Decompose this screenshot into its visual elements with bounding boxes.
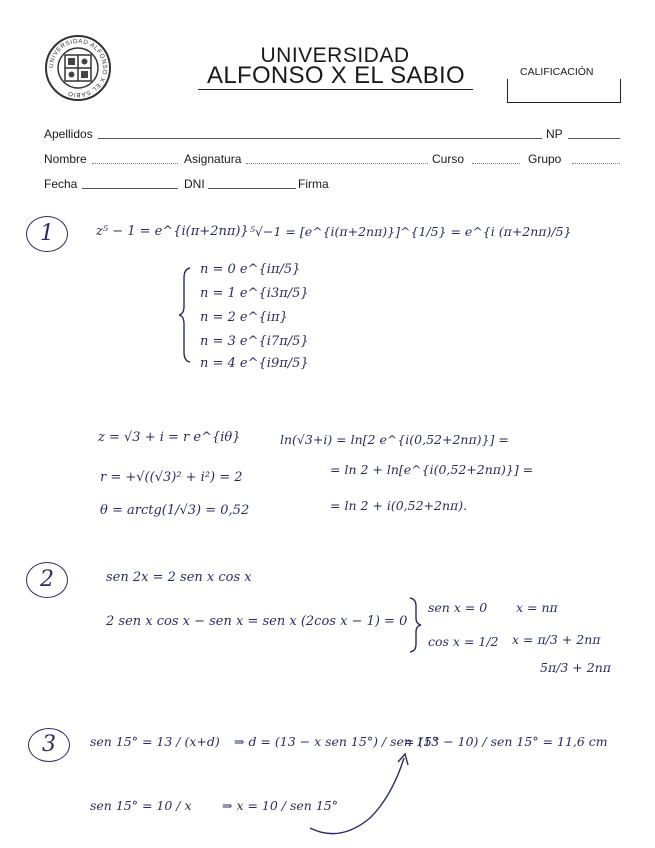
exercise-3-line: ⇒ d = (13 − x sen 15°) / sen 15° xyxy=(234,734,439,749)
exercise-number-1: 1 xyxy=(26,216,68,252)
label-asignatura: Asignatura xyxy=(184,152,242,166)
exercise-number-3: 3 xyxy=(28,728,70,762)
grade-box[interactable] xyxy=(507,79,621,103)
field-asignatura[interactable] xyxy=(246,163,428,164)
seal-text: UNIVERSIDAD ALFONSO X EL SABIO xyxy=(47,37,109,99)
field-grupo[interactable] xyxy=(572,163,620,164)
label-grupo: Grupo xyxy=(528,152,562,166)
grade-label: CALIFICACIÓN xyxy=(520,66,594,78)
exercise-2-line: 2 sen x cos x − sen x = sen x (2cos x − 1) = 0 xyxy=(106,614,408,629)
university-name-line1: UNIVERSIDAD xyxy=(260,44,410,67)
exercise-2-case: cos x = 1/2 xyxy=(428,634,499,649)
exercise-1-line: ln(√3+i) = ln[2 e^{i(0,52+2nπ)}] = xyxy=(280,432,509,447)
exercise-1-line: z⁵ − 1 = e^{i(π+2nπ)} xyxy=(96,224,249,239)
exercise-3-line: ⇒ x = 10 / sen 15° xyxy=(222,798,338,813)
exercise-1-root: n = 1 e^{i3π/5} xyxy=(200,286,309,301)
exercise-2-solution: x = π/3 + 2nπ xyxy=(512,632,601,647)
left-brace-icon xyxy=(178,266,192,364)
exercise-1-line: ⁵√−1 = [e^{i(π+2nπ)}]^{1/5} = e^{i (π+2nπ)/5} xyxy=(250,224,572,239)
exercise-1-line: θ = arctg(1/√3) = 0,52 xyxy=(100,503,250,518)
arrow-icon xyxy=(300,748,420,844)
exercise-1-line: = ln 2 + i(0,52+2nπ). xyxy=(330,498,468,513)
label-firma: Firma xyxy=(298,177,329,191)
label-curso: Curso xyxy=(432,152,465,166)
label-apellidos: Apellidos xyxy=(44,127,93,141)
field-np[interactable] xyxy=(568,138,620,139)
exercise-2-solution: x = nπ xyxy=(516,600,558,615)
label-fecha: Fecha xyxy=(44,177,78,191)
exercise-2-line: sen 2x = 2 sen x cos x xyxy=(106,570,252,585)
label-nombre: Nombre xyxy=(44,152,87,166)
university-seal-icon xyxy=(44,34,112,102)
exercise-3-line: sen 15° = 10 / x xyxy=(90,798,192,813)
field-dni[interactable] xyxy=(208,188,296,189)
exercise-1-line: = ln 2 + ln[e^{i(0,52+2nπ)}] = xyxy=(330,462,534,477)
field-fecha[interactable] xyxy=(82,188,178,189)
exercise-3-result: = (13 − 10) / sen 15° = 11,6 cm xyxy=(404,734,608,749)
field-nombre[interactable] xyxy=(92,163,178,164)
exercise-2-case: sen x = 0 xyxy=(428,600,488,615)
university-name-line2: ALFONSO X EL SABIO xyxy=(207,62,465,89)
exercise-1-line: r = +√((√3)² + i²) = 2 xyxy=(100,470,243,485)
exercise-1-root: n = 4 e^{i9π/5} xyxy=(200,356,309,371)
exercise-1-root: n = 3 e^{i7π/5} xyxy=(200,334,309,349)
exercise-1-line: z = √3 + i = r e^{iθ} xyxy=(98,430,241,445)
exercise-3-line: sen 15° = 13 / (x+d) xyxy=(90,734,220,749)
field-apellidos[interactable] xyxy=(98,138,542,139)
field-curso[interactable] xyxy=(472,163,520,164)
title-underline xyxy=(198,89,473,90)
exercise-2-solution: 5π/3 + 2nπ xyxy=(540,660,611,675)
exercise-number-2: 2 xyxy=(26,562,68,598)
exercise-1-root: n = 2 e^{iπ} xyxy=(200,310,288,325)
right-brace-icon xyxy=(408,596,422,654)
label-dni: DNI xyxy=(184,177,205,191)
exercise-1-root: n = 0 e^{iπ/5} xyxy=(200,262,301,277)
label-np: NP xyxy=(546,127,563,141)
